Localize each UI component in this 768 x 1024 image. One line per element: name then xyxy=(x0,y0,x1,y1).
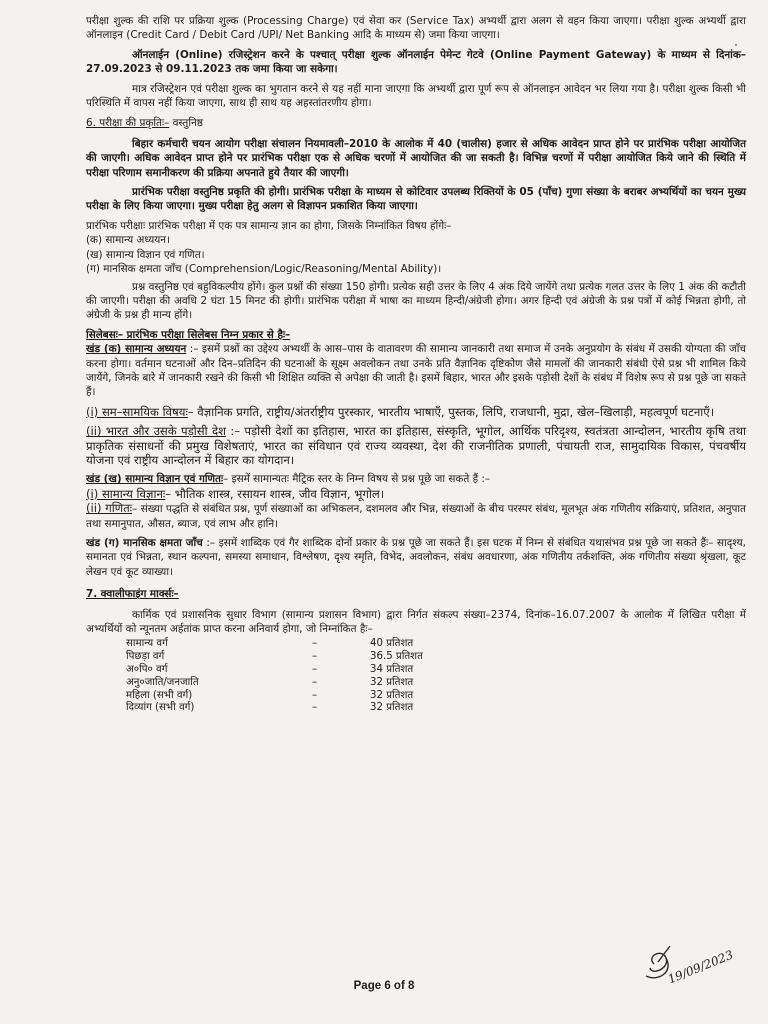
table-row xyxy=(126,664,423,677)
syllabus-heading xyxy=(86,328,746,342)
dash-cell: – xyxy=(312,664,318,676)
exam-pattern-paragraph: प्रश्न वस्तुनिष्ठ एवं बहुविकल्पीय होंगे। कुल प्रश्नों की संख्या 150 होगी। प्रत्येक सही उत्तर के लिए 4 अंक दिये जायेंगे तथा प्रत्येक गलत उत्तर के लिए 1 अंक की कटौती की जाएगी। परीक्षा की अवधि 2 घंटा 15 मिनट की होगी। प्रारंभिक परीक्षा में भाषा का माध्यम हिन्दी/अंग्रेजी होगा। अगर हिन्दी एवं अंग्रेजी के प्रश्न पत्रों में कोई भिन्नता होगी, तो अंग्रेजी के प्रश्न ही मान्य होंगे। xyxy=(86,280,746,322)
section7-heading xyxy=(86,587,746,601)
section6-heading xyxy=(86,116,746,130)
marks-cell: 36.5 प्रतिशत xyxy=(370,651,423,663)
general-science-text: – भौतिक शास्त्र, रसायन शास्त्र, जीव विज्ञान, भूगोल। xyxy=(165,486,385,501)
dash-cell: – xyxy=(312,676,318,688)
section6-heading-label: 6. परीक्षा की प्रकृतिः– xyxy=(86,117,170,130)
science-math-text: – इसमें सामान्यतः मैट्रिक स्तर के निम्न विषय से प्रश्न पूछे जा सकते हैं :– xyxy=(223,473,491,486)
table-row xyxy=(126,638,423,651)
general-studies-label: खंड (क) सामान्य अध्ययन xyxy=(86,343,187,356)
signature-date: 19/09/2023 xyxy=(665,947,736,987)
qualifying-marks-table xyxy=(126,638,423,715)
category-cell: सामान्य वर्ग xyxy=(126,638,168,650)
mental-ability-label: खंड (ग) मानसिक क्षमता जाँच xyxy=(86,537,203,549)
registration-note-paragraph: मात्र रजिस्ट्रेशन एवं परीक्षा शुल्क का भुगतान करने से यह नहीं माना जाएगा कि अभ्यर्थी द्वारा पूर्ण रूप से ऑनलाइन आवेदन भर लिया गया है। परीक्षा शुल्क किसी भी परिस्थिति में वापस नहीं किया जाएगा, साथ ही साथ यह अहस्तांतरणीय होगा। xyxy=(86,82,746,110)
current-affairs-label: (i) सम–सामयिक विषयः xyxy=(86,404,188,419)
section6-heading-value: वस्तुनिष्ठ xyxy=(169,117,203,130)
marks-cell: 32 प्रतिशत xyxy=(370,702,414,714)
maths-text: – संख्या पद्धति से संबंधित प्रश्न, पूर्ण संख्याओं का अभिकलन, दशमलव और भिन्न, संख्याओं के बीच परस्पर संबंध, मूलभूत अंक गणितीय संक्रियाएं, प्रतिशत, अनुपात तथा समानुपात, औसत, ब्याज, एवं लाभ और हानि। xyxy=(86,503,746,530)
science-math-label: खंड (ख) सामान्य विज्ञान एवं गणितः xyxy=(86,473,224,486)
marks-cell: 40 प्रतिशत xyxy=(370,638,414,650)
general-studies-text: :– इसमें प्रश्नों का उद्देश्य अभ्यर्थी के आस–पास के वातावरण की सामान्य जानकारी तथा समाज में उनके अनुप्रयोग के संबंध में उसकी योग्यता की जाँच करना होगा। वर्तमान घटनाओं और दिन–प्रतिदिन की घटनाओं के सूक्ष्म अवलोकन तथा उनके प्रति वैज्ञानिक दृष्टिकोण जैसे मामलों की जानकारी संबंधी ऐसे प्रश्न भी शामिल किये जायेंगे, जिनके बारे में जानकारी रखने की किसी भी शिक्षित व्यक्ति से अपेक्षा की जाती है। इसमें बिहार, भारत और इसके पड़ोसी देशों के संबंध में विशेष रूप से प्रश्न पूछे जा सकते हैं। xyxy=(86,343,747,399)
science-math-line xyxy=(86,472,746,486)
syllabus-heading-text: सिलेबसः– प्रारंभिक परीक्षा सिलेबस निम्न प्रकार से हैः– xyxy=(86,328,291,341)
maths-paragraph xyxy=(86,501,746,531)
table-row xyxy=(126,651,423,664)
mental-ability-text: :– इसमें शाब्दिक एवं गैर शाब्दिक दोनों प्रकार के प्रश्न पूछे जा सकते हैं। इस घटक में निम्न से संबंधित यथासंभव प्रश्न पूछे जा सकते हैंः– सादृश्य, समानता एवं भिन्नता, स्थान कल्पना, समस्या समाधान, विश्लेषण, दृश्य स्मृति, विभेद, अवलोकन, संबंध अवधारणा, अंक गणितीय तर्कशक्ति, अंक गणितीय संख्या श्रृंखला, कूट लेखन एवं कूट व्याख्या। xyxy=(86,537,746,578)
maths-label: (ii) गणितः xyxy=(86,501,133,516)
section7-intro: कार्मिक एवं प्रशासनिक सुधार विभाग (सामान्य प्रशासन विभाग) द्वारा निर्गत संकल्प संख्या–2374, दिनांक–16.07.2007 के आलोक में लिखित परीक्षा में अभ्यर्थियों को न्यूनतम अर्हतांक प्राप्त करना अनिवार्य होगा, जो निम्नांकित हैः– xyxy=(86,608,746,636)
category-cell: महिला (सभी वर्ग) xyxy=(126,689,193,701)
section6-paragraph-1: बिहार कर्मचारी चयन आयोग परीक्षा संचालन नियमावली–2010 के आलोक में 40 (चालीस) हजार से अधिक आवेदन प्राप्त होने पर प्रारंभिक परीक्षा आयोजित की जाएगी। अधिक आवेदन प्राप्त होने पर प्रारंभिक परीक्षा एक से अधिक चरणों में आयोजित की जा सकती है। विभिन्न चरणों में परीक्षा आयोजित किये जाने की स्थिति में परीक्षा परिणाम समानीकरण की प्रक्रिया अपनाते हुये तैयार की जाएगी। xyxy=(86,137,746,179)
dash-cell: – xyxy=(312,651,318,663)
section7-heading-text: 7. क्वालीफाइंग मार्क्सः– xyxy=(86,588,179,601)
section6-paragraph-2: प्रारंभिक परीक्षा वस्तुनिष्ठ प्रकृति की होगी। प्रारंभिक परीक्षा के माध्यम से कोटिवार उपलब्ध रिक्तियों के 05 (पाँच) गुणा संख्या के बराबर अभ्यर्थियों का चयन मुख्य परीक्षा के लिए किया जाएगा। मुख्य परीक्षा हेतु अलग से विज्ञापन प्रकाशित किया जाएगा। xyxy=(86,186,746,213)
current-affairs-text: – वैज्ञानिक प्रगति, राष्ट्रीय/अंतर्राष्ट्रीय पुरस्कार, भारतीय भाषाएँ, पुस्तक, लिपि, राजधानी, मुद्रा, खेल–खिलाड़ी, महत्वपूर्ण घटनाएँ। xyxy=(187,404,715,419)
general-studies-paragraph xyxy=(86,342,746,400)
mental-ability-paragraph xyxy=(86,536,746,579)
current-affairs-paragraph xyxy=(86,405,746,419)
category-cell: अ०पि० वर्ग xyxy=(126,664,168,676)
dash-cell: – xyxy=(312,702,318,714)
subject-item: (ग) मानसिक क्षमता जाँच (Comprehension/Logic/Reasoning/Mental Ability)। xyxy=(86,263,442,276)
table-row xyxy=(126,690,423,703)
fee-processing-paragraph: परीक्षा शुल्क की राशि पर प्रक्रिया शुल्क (Processing Charge) एवं सेवा कर (Service Tax) अभ्यर्थी द्वारा अलग से वहन किया जाएगा। परीक्षा शुल्क अभ्यर्थी द्वारा ऑनलाइन (Credit Card / Debit Card /UPI/ Net Banking आदि के माध्यम से) जमा किया जाएगा। xyxy=(86,15,746,42)
category-cell: अनु०जाति/जनजाति xyxy=(126,676,199,688)
prelim-intro: प्रारंभिक परीक्षाः प्रारंभिक परीक्षा में एक पत्र सामान्य ज्ञान का होगा, जिसके निम्नांकित विषय होंगेः– xyxy=(86,219,452,232)
india-neighbours-label: (ii) भारत और उसके पड़ोसी देश xyxy=(86,424,226,439)
subject-item: (क) सामान्य अध्ययन। xyxy=(86,234,171,247)
general-science-label: (i) सामान्य विज्ञानः xyxy=(86,486,166,501)
online-payment-paragraph: ऑनलाईन (Online) रजिस्ट्रेशन करने के पश्चात् परीक्षा शुल्क ऑनलाईन पेमेन्ट गेटवे (Online Payment Gateway) के माध्यम से दिनांक–27.09.2023 से 09.11.2023 तक जमा किया जा सकेगा। xyxy=(86,48,746,76)
marks-cell: 32 प्रतिशत xyxy=(370,689,414,701)
table-row xyxy=(126,677,423,690)
category-cell: दिव्यांग (सभी वर्ग) xyxy=(126,702,195,714)
subject-item: (ख) सामान्य विज्ञान एवं गणित। xyxy=(86,248,205,261)
dash-cell: – xyxy=(312,689,318,701)
page-number: Page 6 of 8 xyxy=(353,980,415,992)
category-cell: पिछड़ा वर्ग xyxy=(126,651,165,663)
dash-cell: – xyxy=(312,638,318,650)
general-science-line xyxy=(86,487,746,501)
table-row xyxy=(126,702,423,715)
marks-cell: 34 प्रतिशत xyxy=(370,664,414,676)
marks-cell: 32 प्रतिशत xyxy=(370,676,414,688)
scan-speck xyxy=(735,44,737,46)
india-neighbours-paragraph xyxy=(86,424,746,467)
india-neighbours-text: :– पड़ोसी देशों का इतिहास, भारत का इतिहास, संस्कृति, भूगोल, आर्थिक परिदृश्य, स्वतंत्रता आन्दोलन, भारतीय कृषि तथा प्राकृतिक संसाधनों की प्रमुख विशेषताएं, भारत का संविधान एवं राज्य व्यवस्था, देश की राजनीतिक प्रणाली, पंचायती राज, सामुदायिक विकास, पंचवर्षीय योजना एवं राष्ट्रीय आन्दोलन में बिहार का योगदान। xyxy=(86,424,746,467)
